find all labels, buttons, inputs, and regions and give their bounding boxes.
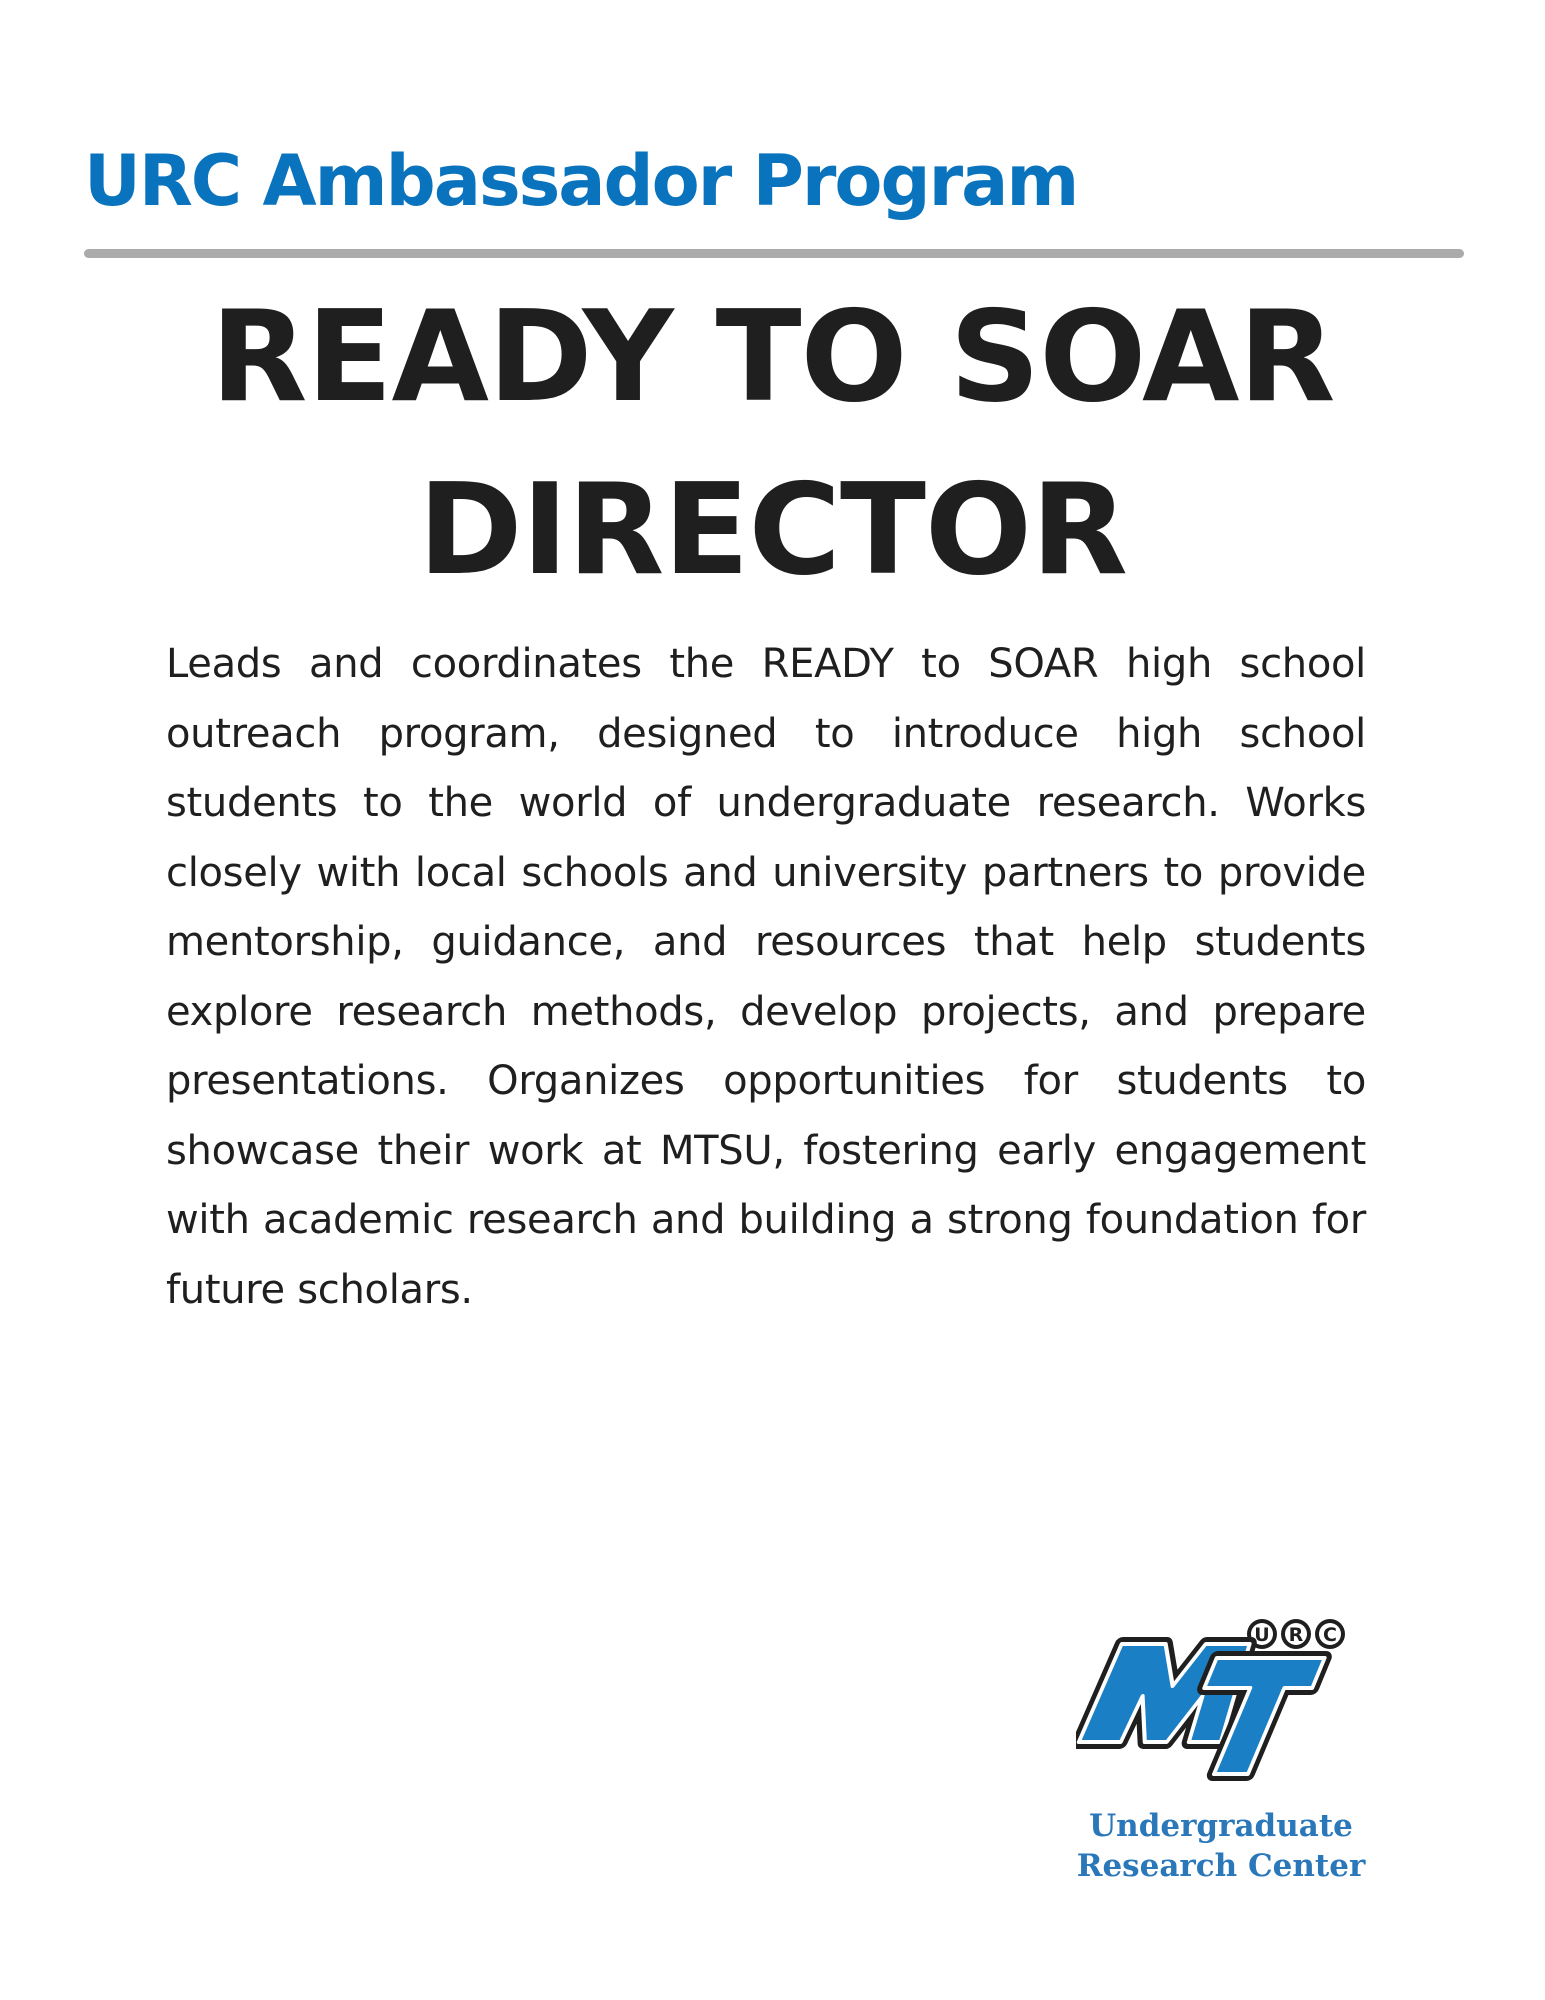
center-name-line-2: Research Center xyxy=(1076,1848,1366,1884)
role-title-line-1: READY TO SOAR xyxy=(210,283,1335,430)
svg-text:R: R xyxy=(1288,1624,1304,1646)
mt-mark-icon xyxy=(1076,1644,1328,1774)
role-title xyxy=(0,270,1545,616)
role-description: Leads and coordinates the READY to SOAR high school outreach program, designed to introduce high school students to the world of undergraduate research. Works closely with local schools and university partners to provide mentorship, guidance, and resources that help students explore research methods, develop projects, and prepare presentations. Organizes opportunities for students to showcase their work at MTSU, fostering early engagement with academic research and building a strong foundation for future scholars. xyxy=(166,641,1366,1313)
program-title: URC Ambassador Program xyxy=(84,140,1078,222)
center-name xyxy=(1076,1806,1366,1886)
header-divider xyxy=(84,249,1464,258)
role-title-line-2: DIRECTOR xyxy=(417,456,1128,603)
center-name-line-1: Undergraduate xyxy=(1089,1808,1353,1844)
svg-text:U: U xyxy=(1254,1624,1270,1646)
mtsu-urc-logo-icon xyxy=(1076,1614,1366,1784)
urc-badge-icon xyxy=(1247,1619,1345,1649)
svg-text:C: C xyxy=(1323,1624,1337,1646)
